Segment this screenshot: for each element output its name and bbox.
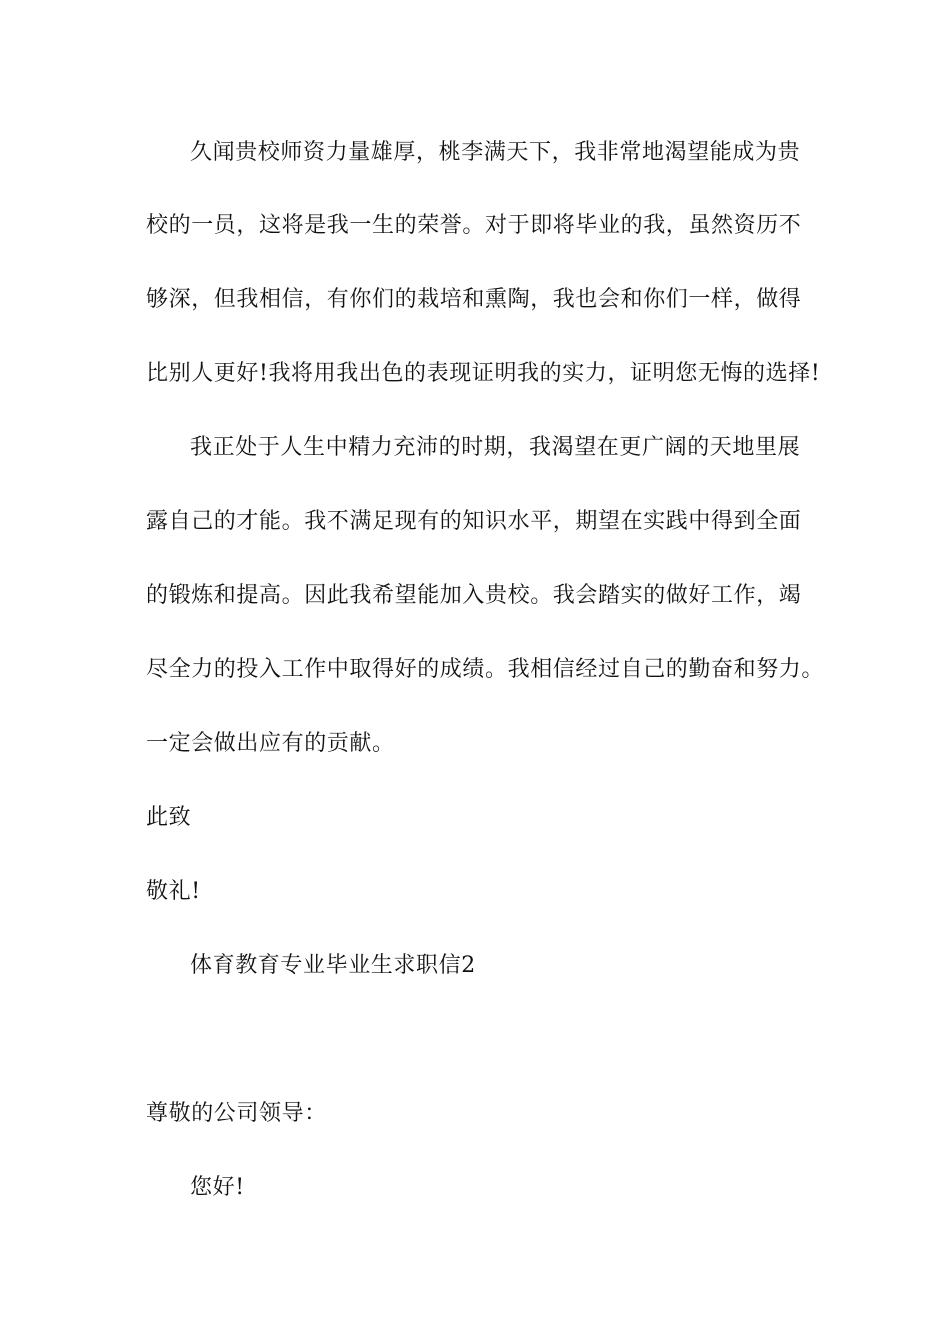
paragraph-1-line-2: 校的一员，这将是我一生的荣誉。对于即将毕业的我，虽然资历不 [146,213,802,238]
greeting: 您好! [190,1175,245,1200]
section-title: 体育教育专业毕业生求职信2 [190,953,476,978]
paragraph-1-line-3: 够深，但我相信，有你们的栽培和熏陶，我也会和你们一样，做得 [146,287,802,312]
paragraph-2-line-4: 尽全力的投入工作中取得好的成绩。我相信经过自己的勤奋和努力。 [146,657,825,682]
paragraph-2-line-3: 的锻炼和提高。因此我希望能加入贵校。我会踏实的做好工作，竭 [146,583,802,608]
closing-line-2: 敬礼! [146,879,201,904]
paragraph-2-line-5: 一定会做出应有的贡献。 [146,731,395,756]
salutation: 尊敬的公司领导： [146,1101,327,1126]
paragraph-1-line-4: 比别人更好!我将用我出色的表现证明我的实力，证明您无悔的选择! [146,361,821,386]
paragraph-2-line-1: 我正处于人生中精力充沛的时期，我渴望在更广阔的天地里展 [190,435,801,460]
paragraph-1-line-1: 久闻贵校师资力量雄厚，桃李满天下，我非常地渴望能成为贵 [190,140,801,165]
paragraph-2-line-2: 露自己的才能。我不满足现有的知识水平，期望在实践中得到全面 [146,509,802,534]
closing-line-1: 此致 [146,805,192,830]
